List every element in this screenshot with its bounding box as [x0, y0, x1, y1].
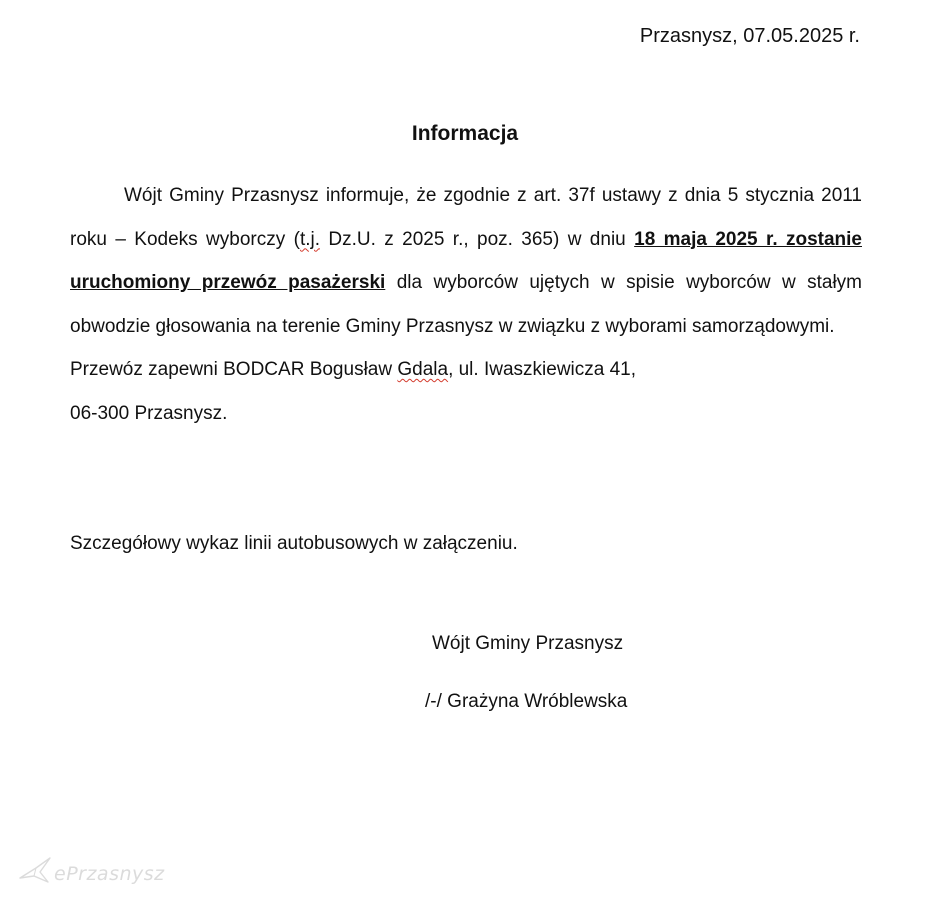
bird-icon	[18, 856, 52, 891]
carrier-suffix: , ul. Iwaszkiewicza 41,	[448, 359, 637, 380]
paragraph-text-3: dla wyborców ujętych w spisie wyborców w stałym obwodzie głosowania na terenie Gminy Przasnysz w związku z wyborami samorządowymi.	[70, 272, 862, 337]
document-date: Przasnysz, 07.05.2025 r.	[639, 25, 860, 47]
paragraph-text-1: Wójt Gminy Przasnysz informuje, że zgodnie z art. 37f ustawy z dnia 5 stycznia 2011 roku – Kodeks wyborczy (	[70, 185, 862, 250]
carrier-line-2: 06-300 Przasnysz.	[70, 402, 228, 424]
signature-office: Wójt Gminy Przasnysz	[432, 633, 624, 654]
main-paragraph	[70, 174, 862, 348]
carrier-line-1	[70, 348, 862, 392]
signature-name: /-/ Grażyna Wróblewska	[425, 691, 628, 712]
paragraph-highlight: 18 maja 2025 r. zostanie uruchomiony przewóz pasażerski	[70, 228, 862, 293]
spellcheck-word-surname: Gdala	[397, 359, 449, 380]
document-title: Informacja	[411, 122, 519, 145]
carrier-prefix: Przewóz zapewni BODCAR Bogusław	[70, 359, 398, 380]
document-body	[70, 174, 862, 435]
details-note: Szczegółowy wykaz linii autobusowych w załączeniu.	[70, 533, 518, 554]
paragraph-text-2: Dz.U. z 2025 r., poz. 365) w dniu	[320, 228, 635, 250]
watermark-text: ePrzasnysz	[54, 862, 165, 885]
watermark-logo	[18, 856, 165, 891]
spellcheck-word-tj: t.j.	[299, 228, 320, 250]
